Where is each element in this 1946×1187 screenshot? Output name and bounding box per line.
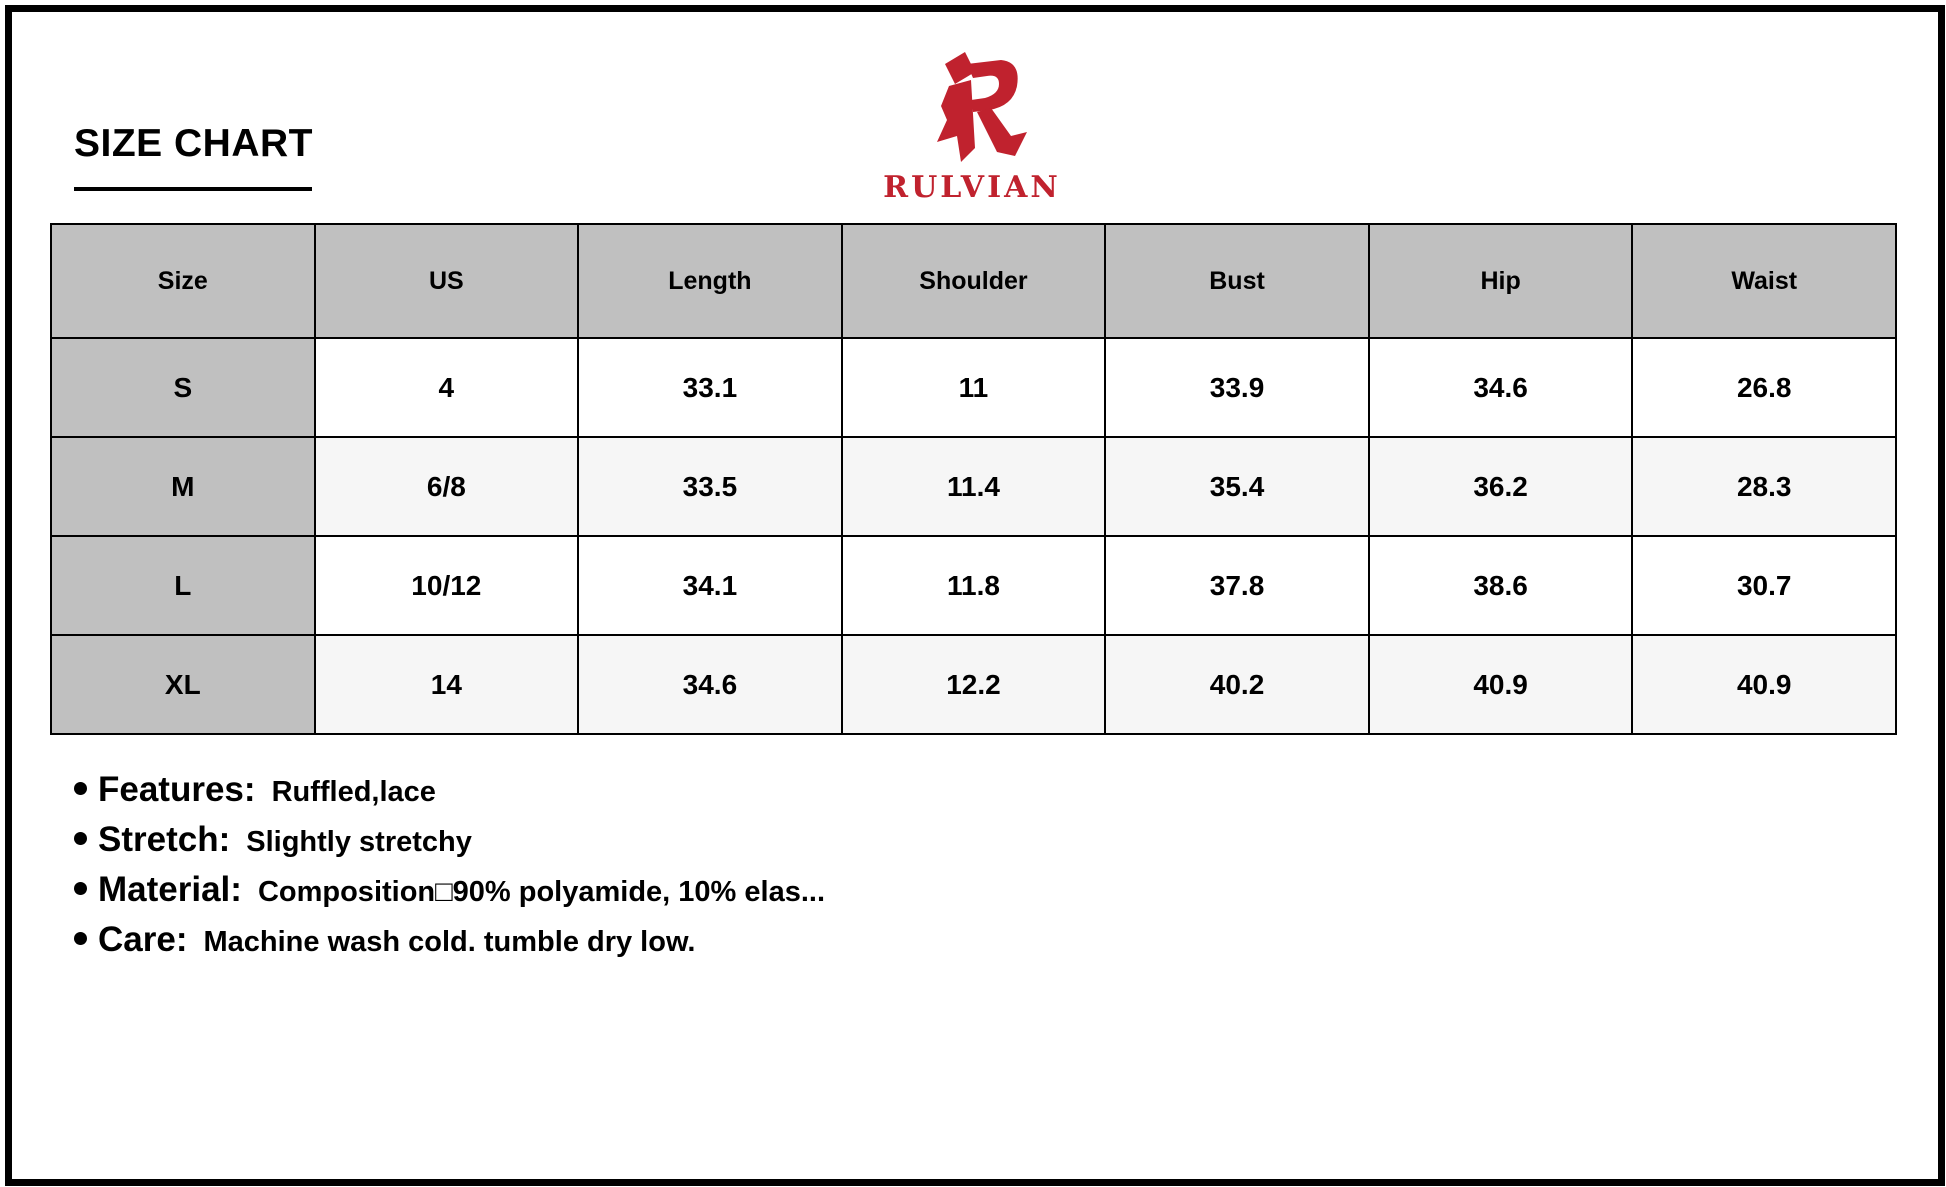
table-cell: 34.6 (1369, 338, 1633, 437)
table-cell-size: XL (51, 635, 315, 734)
table-cell-size: S (51, 338, 315, 437)
table-cell: 6/8 (315, 437, 579, 536)
table-cell-size: M (51, 437, 315, 536)
table-cell: 11.4 (842, 437, 1106, 536)
bullet-icon (74, 932, 87, 945)
table-row (51, 536, 1896, 635)
list-item (74, 870, 825, 920)
column-header: US (315, 224, 579, 338)
detail-value: Ruffled,lace (271, 776, 436, 808)
title-underline (74, 187, 312, 191)
detail-value: Machine wash cold. tumble dry low. (203, 926, 696, 958)
table-cell: 33.1 (578, 338, 842, 437)
detail-label: Care: (98, 920, 188, 959)
table-cell: 37.8 (1105, 536, 1369, 635)
table-cell: 11 (842, 338, 1106, 437)
bullet-icon (74, 832, 87, 845)
table-cell: 34.6 (578, 635, 842, 734)
table-cell: 12.2 (842, 635, 1106, 734)
detail-label: Stretch: (98, 820, 231, 859)
brand-logo (872, 50, 1072, 210)
list-item (74, 920, 825, 970)
list-item (74, 770, 825, 820)
column-header: Hip (1369, 224, 1633, 338)
column-header: Waist (1632, 224, 1896, 338)
table-cell-size: L (51, 536, 315, 635)
table-cell: 34.1 (578, 536, 842, 635)
table-cell: 40.9 (1632, 635, 1896, 734)
table-cell: 11.8 (842, 536, 1106, 635)
column-header: Size (51, 224, 315, 338)
product-details-list (74, 770, 825, 970)
detail-label: Features: (98, 770, 256, 809)
table-cell: 40.2 (1105, 635, 1369, 734)
table-cell: 36.2 (1369, 437, 1633, 536)
table-cell: 26.8 (1632, 338, 1896, 437)
detail-label: Material: (98, 870, 242, 909)
table-cell: 33.5 (578, 437, 842, 536)
detail-value: Slightly stretchy (246, 826, 472, 858)
brand-name: RULVIAN (883, 170, 1061, 205)
table-row (51, 437, 1896, 536)
bullet-icon (74, 882, 87, 895)
bullet-icon (74, 782, 87, 795)
table-cell: 30.7 (1632, 536, 1896, 635)
table-row (51, 338, 1896, 437)
page-title: SIZE CHART (74, 122, 313, 165)
detail-value: Composition□90% polyamide, 10% elas... (257, 876, 826, 908)
table-cell: 14 (315, 635, 579, 734)
table-cell: 33.9 (1105, 338, 1369, 437)
size-table (50, 223, 1897, 735)
table-row (51, 635, 1896, 734)
table-cell: 10/12 (315, 536, 579, 635)
column-header: Bust (1105, 224, 1369, 338)
stylized-R-logo-icon (927, 50, 1027, 165)
column-header: Length (578, 224, 842, 338)
table-cell: 28.3 (1632, 437, 1896, 536)
table-cell: 4 (315, 338, 579, 437)
list-item (74, 820, 825, 870)
table-cell: 40.9 (1369, 635, 1633, 734)
table-header-row (51, 224, 1896, 338)
column-header: Shoulder (842, 224, 1106, 338)
table-cell: 38.6 (1369, 536, 1633, 635)
table-cell: 35.4 (1105, 437, 1369, 536)
